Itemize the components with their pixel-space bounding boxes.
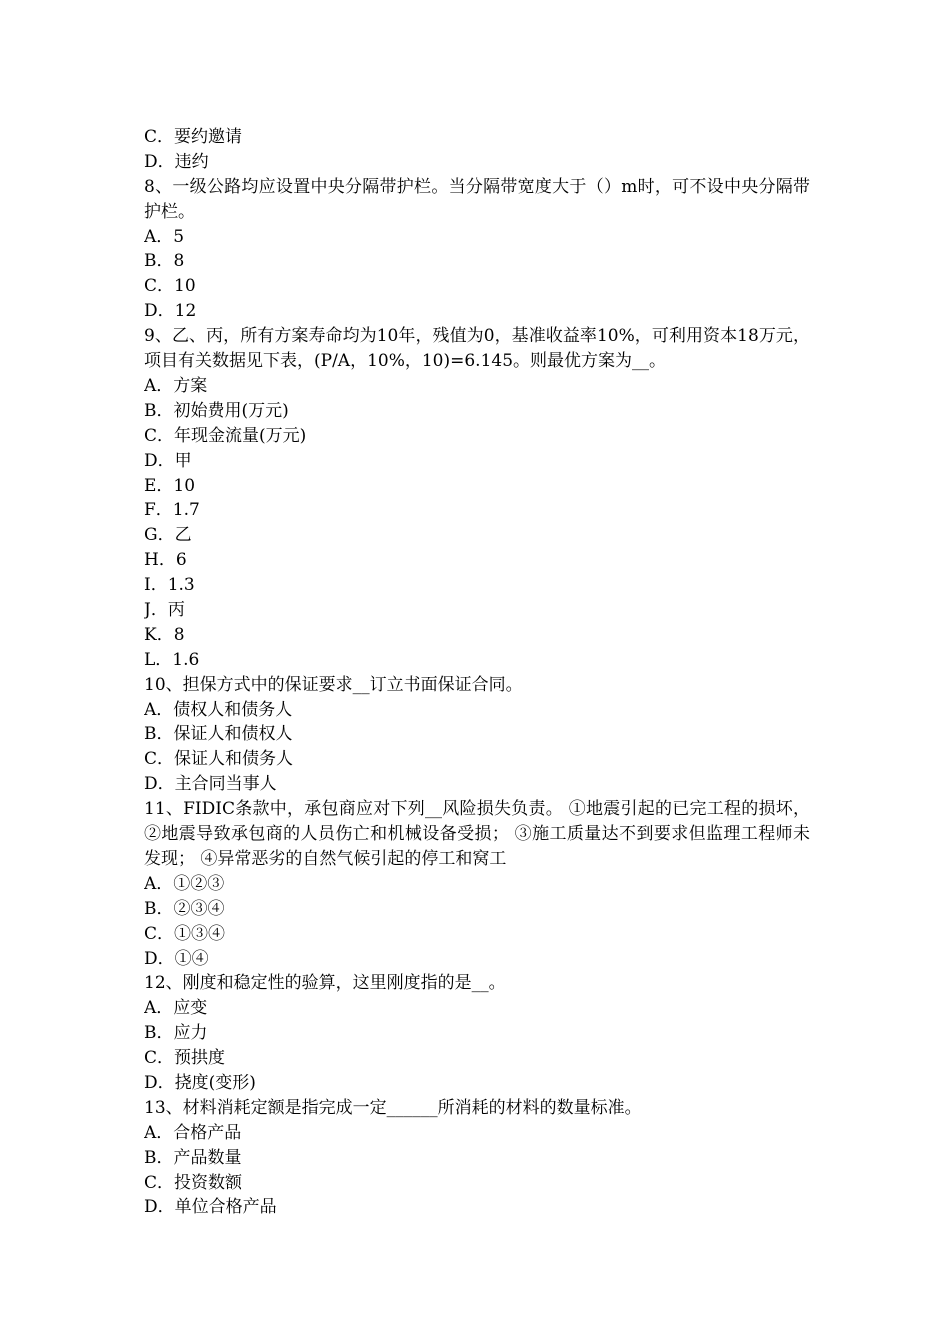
option-text: B．保证人和债权人	[144, 724, 293, 745]
option-text: L．1.6	[144, 649, 200, 670]
option-text: I．1.3	[144, 575, 195, 596]
question-text: 11、FIDIC条款中，承包商应对下列__风险损失负责。 ①地震引起的已完工程的损坏， ②地震导致承包商的人员伤亡和机械设备受损； ③施工质量达不到要求但监理工程师未发现； ④异常恶劣的自然气候引起的停工和窝工	[144, 799, 810, 869]
option-text: A．方案	[144, 375, 208, 396]
option-text: G．乙	[144, 525, 192, 546]
option-text: B．产品数量	[144, 1147, 242, 1168]
option-text: F．1.7	[144, 500, 200, 521]
option-text: K．8	[144, 624, 185, 645]
document-page	[144, 125, 810, 1220]
option-text: C．要约邀请	[144, 127, 243, 147]
option-text: C．投资数额	[144, 1172, 243, 1193]
option-text: C．①③④	[144, 923, 226, 944]
question-text: 10、担保方式中的保证要求__订立书面保证合同。	[144, 674, 523, 695]
option-text: A．应变	[144, 998, 208, 1019]
option-text: D．主合同当事人	[144, 774, 277, 795]
option-text: A．债权人和债务人	[144, 699, 293, 720]
option-text: D．单位合格产品	[144, 1197, 277, 1218]
option-text: C．10	[144, 276, 196, 297]
option-text: B．②③④	[144, 898, 225, 919]
option-text: A．5	[144, 226, 185, 247]
question-text: 8、一级公路均应设置中央分隔带护栏。当分隔带宽度大于（）m时，可不设中央分隔带护栏。	[144, 176, 810, 222]
question-text: 13、材料消耗定额是指完成一定______所消耗的材料的数量标准。	[144, 1097, 642, 1118]
option-text: D．违约	[144, 151, 209, 172]
option-text: J．丙	[144, 599, 185, 620]
option-text: D．甲	[144, 450, 192, 471]
option-text: B．8	[144, 251, 185, 272]
option-text: B．初始费用(万元)	[144, 400, 289, 421]
option-text: D．①④	[144, 948, 209, 969]
option-text: B．应力	[144, 1023, 208, 1044]
question-text: 12、刚度和稳定性的验算，这里刚度指的是__。	[144, 973, 506, 994]
option-text: C．预拱度	[144, 1048, 226, 1069]
option-text: E．10	[144, 475, 196, 496]
option-text: C．保证人和债务人	[144, 749, 294, 770]
question-text: 9、乙、丙，所有方案寿命均为10年，残值为0，基准收益率10%，可利用资本18万元，项目有关数据见下表，(P/A，10%，10)=6.145。则最优方案为__。	[144, 326, 810, 372]
option-text: D．12	[144, 301, 197, 322]
option-text: H．6	[144, 550, 187, 571]
option-text: C．年现金流量(万元)	[144, 425, 307, 446]
option-text: D．挠度(变形)	[144, 1072, 256, 1093]
option-text: A．①②③	[144, 873, 225, 894]
option-text: A．合格产品	[144, 1122, 242, 1143]
